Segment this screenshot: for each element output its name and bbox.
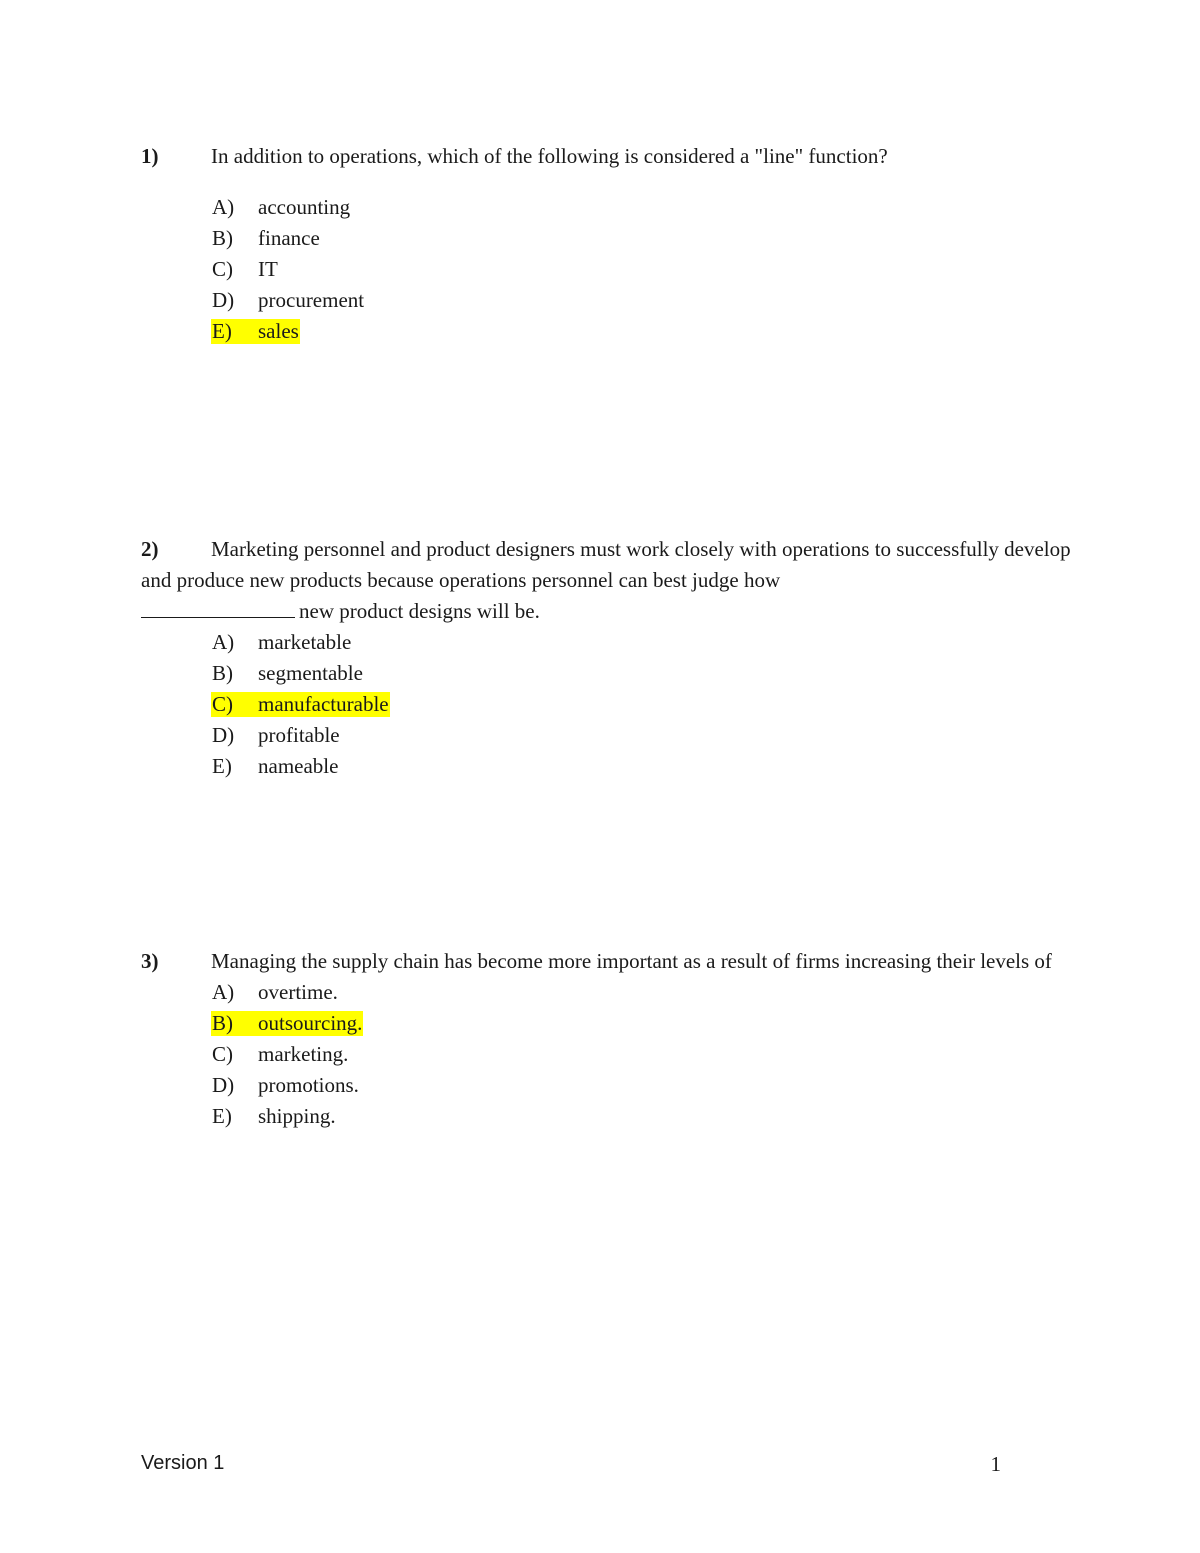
option-text: marketing. (258, 1042, 349, 1066)
option-text: accounting (258, 195, 351, 219)
option-letter: A) (212, 630, 235, 654)
option-text: IT (258, 257, 278, 281)
option-text: segmentable (258, 661, 363, 685)
option-text: nameable (258, 754, 339, 778)
question-3-option-a[interactable] (211, 977, 1071, 1008)
option-text: profitable (258, 723, 340, 747)
question-1-option-e[interactable] (211, 316, 1071, 347)
question-3-number: 3) (141, 949, 159, 973)
question-2-option-b[interactable] (211, 658, 1071, 689)
question-1-text: In addition to operations, which of the following is considered a "line" function? (211, 144, 888, 168)
option-text: manufacturable (258, 692, 389, 716)
version-label: Version 1 (141, 1452, 225, 1474)
question-2-option-d[interactable] (211, 720, 1071, 751)
option-letter: E) (212, 754, 232, 778)
option-letter: D) (212, 723, 235, 747)
option-letter: D) (212, 288, 235, 312)
option-letter: D) (212, 1073, 235, 1097)
option-text: marketable (258, 630, 352, 654)
question-3-stem (141, 946, 1071, 977)
option-text: finance (258, 226, 320, 250)
option-letter: B) (212, 1011, 233, 1035)
question-1-option-a[interactable] (211, 192, 1071, 223)
question-1 (141, 141, 1071, 347)
option-letter: A) (212, 195, 235, 219)
fill-in-blank (141, 597, 295, 618)
option-text: outsourcing. (258, 1011, 363, 1035)
option-text: overtime. (258, 980, 338, 1004)
question-2 (141, 534, 1071, 782)
question-2-text-before: Marketing personnel and product designers must work closely with operations to successfully develop and produce new products because operations personnel can best judge how (141, 537, 1071, 592)
question-3-option-e[interactable] (211, 1101, 1071, 1132)
question-3 (141, 946, 1071, 1132)
question-3-option-d[interactable] (211, 1070, 1071, 1101)
question-2-option-e[interactable] (211, 751, 1071, 782)
option-text: promotions. (258, 1073, 359, 1097)
option-letter: A) (212, 980, 235, 1004)
question-3-option-c[interactable] (211, 1039, 1071, 1070)
question-1-stem (141, 141, 1071, 172)
option-text: sales (258, 319, 299, 343)
option-letter: B) (212, 661, 233, 685)
option-letter: C) (212, 257, 233, 281)
question-3-option-b[interactable] (211, 1008, 1071, 1039)
question-2-text-after: new product designs will be. (299, 599, 540, 623)
question-1-options (211, 192, 1071, 347)
question-2-option-c[interactable] (211, 689, 1071, 720)
option-letter: E) (212, 319, 232, 343)
option-text: procurement (258, 288, 365, 312)
page-footer (141, 1452, 1001, 1480)
question-2-number: 2) (141, 537, 159, 561)
question-2-options (211, 627, 1071, 782)
page-number: 1 (990, 1452, 1001, 1476)
question-1-number: 1) (141, 144, 159, 168)
option-letter: B) (212, 226, 233, 250)
option-text: shipping. (258, 1104, 336, 1128)
question-3-text: Managing the supply chain has become more important as a result of firms increasing their levels of (211, 949, 1052, 973)
question-1-option-c[interactable] (211, 254, 1071, 285)
question-1-option-b[interactable] (211, 223, 1071, 254)
question-1-option-d[interactable] (211, 285, 1071, 316)
question-2-stem (141, 534, 1071, 627)
option-letter: E) (212, 1104, 232, 1128)
option-letter: C) (212, 1042, 233, 1066)
option-letter: C) (212, 692, 233, 716)
question-2-option-a[interactable] (211, 627, 1071, 658)
question-3-options (211, 977, 1071, 1132)
